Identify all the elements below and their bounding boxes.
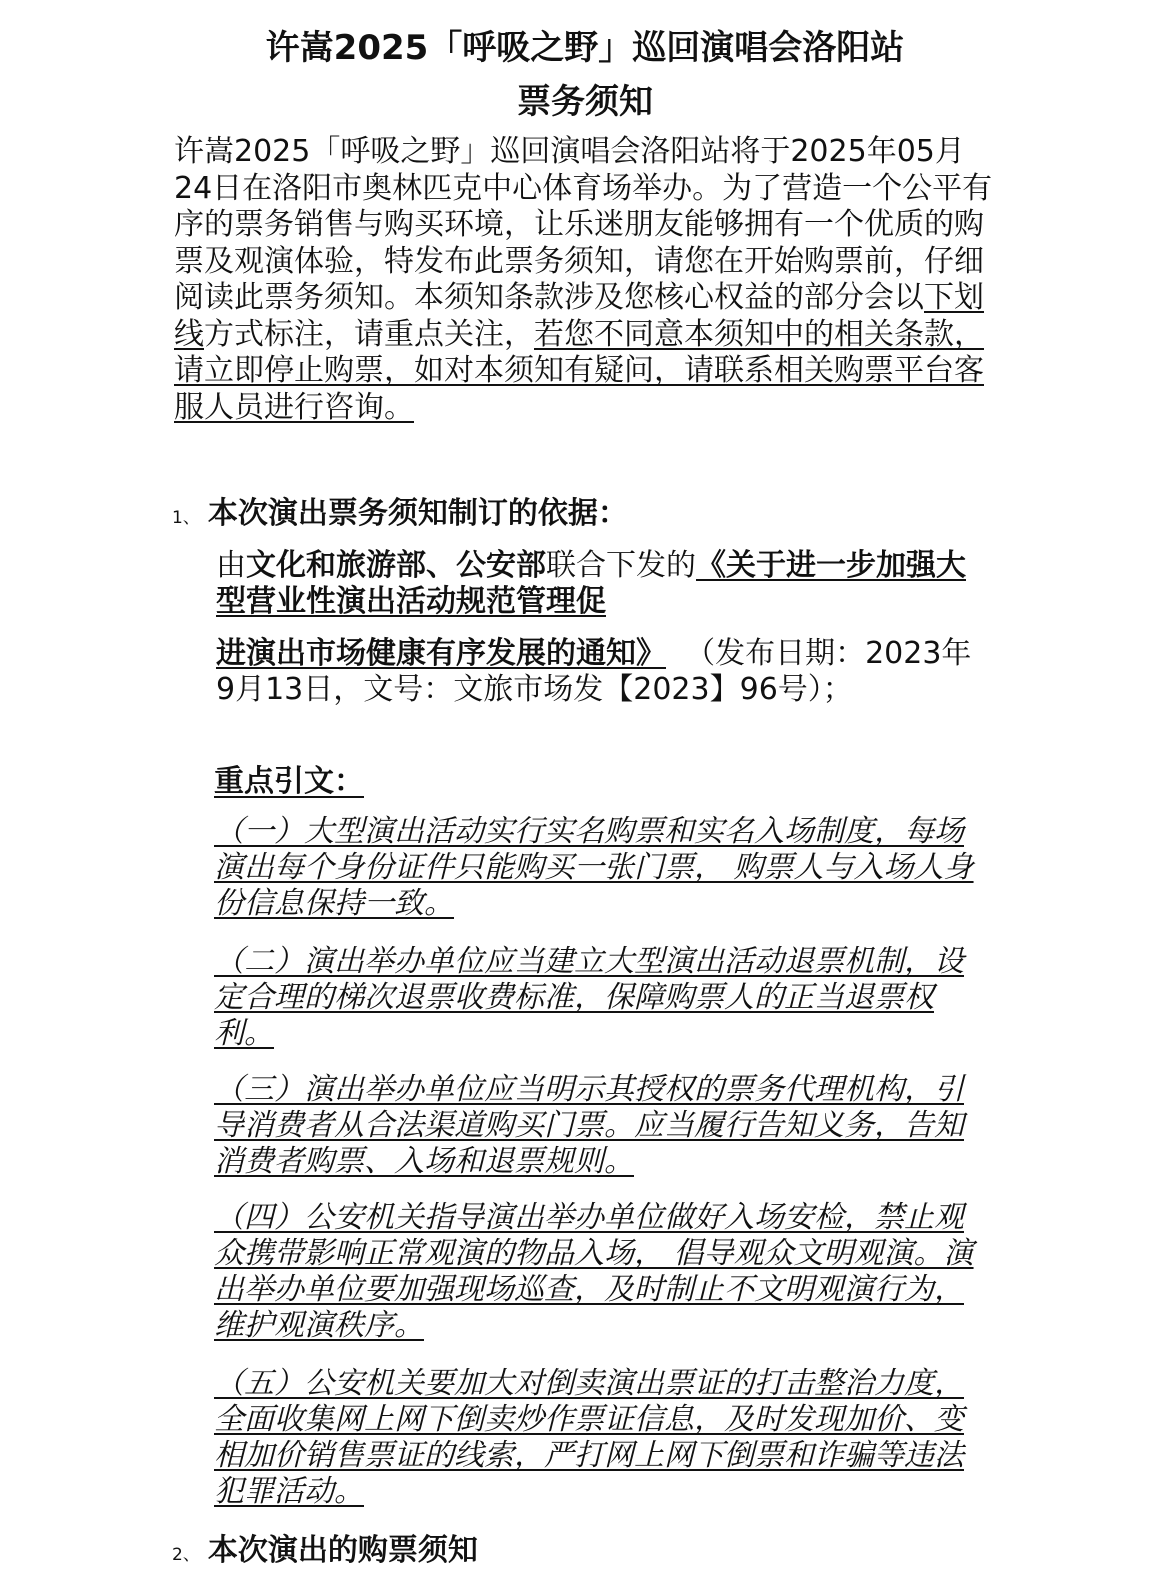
section-1-title: 本次演出票务须知制订的依据： bbox=[207, 496, 628, 531]
key-quotes-heading: 重点引文： bbox=[214, 764, 364, 799]
basis-paragraph bbox=[216, 548, 984, 620]
basis-paragraph-continued bbox=[216, 636, 984, 708]
key-quote-3: （三）演出举办单位应当明示其授权的票务代理机构，引导消费者从合法渠道购买门票。应当履行告知义务，告知消费者购票、入场和退票规则。 bbox=[214, 1072, 964, 1179]
basis-mid: 联合下发的 bbox=[546, 548, 696, 583]
key-quote-5: （五）公安机关要加大对倒卖演出票证的打击整治力度，全面收集网上网下倒卖炒作票证信息，及时发现加价、变相加价销售票证的线索，严打网上网下倒票和诈骗等违法犯罪活动。 bbox=[214, 1366, 964, 1509]
page-title: 许嵩2025「呼吸之野」巡回演唱会洛阳站 bbox=[265, 28, 905, 68]
basis-notice-title-part2: 进演出市场健康有序发展的通知》 bbox=[216, 636, 666, 671]
basis-departments: 文化和旅游部、公安部 bbox=[246, 548, 546, 583]
intro-paragraph bbox=[174, 134, 994, 426]
section-1-heading bbox=[172, 496, 628, 536]
intro-underline-word: 下划线 bbox=[174, 280, 984, 352]
basis-notice-title-part1: 《关于进一步加强大型营业性演出活动规范管理促 bbox=[216, 548, 966, 619]
intro-text-continued: 方式标注，请重点关注， bbox=[204, 316, 534, 352]
page-subtitle: 票务须知 bbox=[517, 82, 653, 122]
key-quote-1: （一）大型演出活动实行实名购票和实名入场制度，每场演出每个身份证件只能购买一张门票， 购票人与入场人身份信息保持一致。 bbox=[214, 814, 974, 921]
basis-prefix: 由 bbox=[216, 548, 246, 583]
intro-text: 许嵩2025「呼吸之野」巡回演唱会洛阳站将于2025年05月24日在洛阳市奥林匹克中心体育场举办。为了营造一个公平有序的票务销售与购买环境，让乐迷朋友能够拥有一个优质的购票及观演体验，特发布此票务须知，请您在开始购票前，仔细阅读此票务须知。本须知条款涉及您核心权益的部分会以 bbox=[174, 134, 993, 315]
section-2-number: 2、 bbox=[172, 1545, 200, 1565]
intro-underlined-notice: 若您不同意本须知中的相关条款，请立即停止购票，如对本须知有疑问，请联系相关购票平台客服人员进行咨询。 bbox=[174, 316, 984, 425]
key-quote-2: （二）演出举办单位应当建立大型演出活动退票机制，设定合理的梯次退票收费标准，保障购票人的正当退票权利。 bbox=[214, 944, 964, 1051]
section-2-heading bbox=[172, 1533, 478, 1573]
key-quote-4: （四）公安机关指导演出举办单位做好入场安检，禁止观众携带影响正常观演的物品入场， 倡导观众文明观演。演出举办单位要加强现场巡查，及时制止不文明观演行为，维护观演秩序。 bbox=[214, 1200, 974, 1343]
basis-publication-info: （发布日期：2023年9月13日，文号：文旅市场发【2023】96号）； bbox=[216, 636, 972, 707]
section-2-title: 本次演出的购票须知 bbox=[207, 1533, 478, 1568]
section-1-number: 1、 bbox=[172, 508, 200, 528]
